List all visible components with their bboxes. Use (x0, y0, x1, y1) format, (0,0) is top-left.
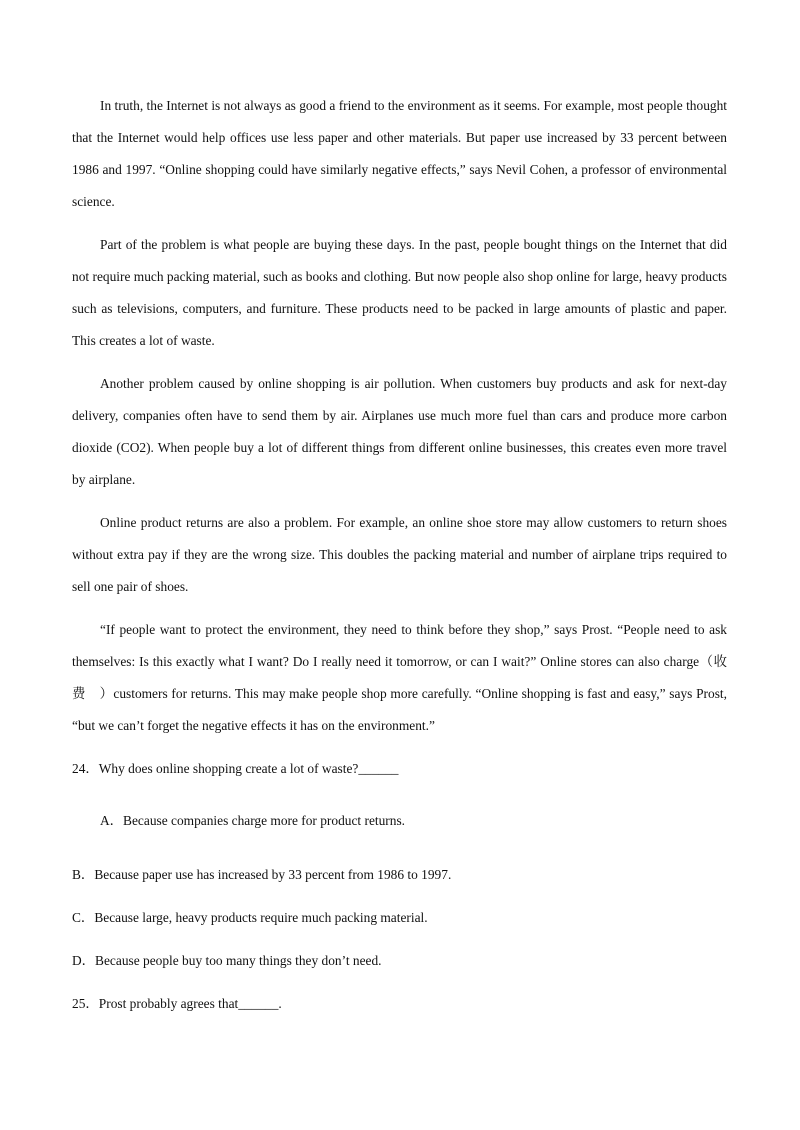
question-24-option-b: B．Because paper use has increased by 33 percent from 1986 to 1997. (72, 867, 452, 882)
passage-paragraph-1: In truth, the Internet is not always as good a friend to the environment as it seems. For example, most people thought that the Internet would help offices use less paper and other materials. But paper use increased by 33 percent between 1986 and 1997. “Online shopping could have similarly negative effects,” says Nevil Cohen, a professor of environmental science. (72, 98, 727, 209)
question-24-option-a: A．Because companies charge more for product returns. (100, 813, 406, 828)
question-25-stem: 25．Prost probably agrees that______. (72, 996, 282, 1011)
passage-paragraph-5: “If people want to protect the environment, they need to think before they shop,” says Prost. “People need to ask themselves: Is this exactly what I want? Do I really need it tomorrow, or can I wait?” Online stores can also charge（收费 ）customers for returns. This may make people shop more carefully. “Online shopping is fast and easy,” says Prost, “but we can’t forget the negative effects it has on the environment.” (72, 622, 727, 733)
passage-paragraph-2: Part of the problem is what people are buying these days. In the past, people bought things on the Internet that did not require much packing material, such as books and clothing. But now people also shop online for large, heavy products such as televisions, computers, and furniture. These products need to be packed in large amounts of plastic and paper. This creates a lot of waste. (72, 237, 727, 348)
passage-paragraph-4: Online product returns are also a problem. For example, an online shoe store may allow customers to return shoes without extra pay if they are the wrong size. This doubles the packing material and number of airplane trips required to sell one pair of shoes. (72, 515, 727, 594)
passage-paragraph-3: Another problem caused by online shopping is air pollution. When customers buy products and ask for next-day delivery, companies often have to send them by air. Airplanes use much more fuel than cars and produce more carbon dioxide (CO2). When people buy a lot of different things from different online businesses, this creates even more travel by airplane. (72, 376, 727, 487)
question-24-option-d: D．Because people buy too many things they don’t need. (72, 953, 382, 968)
document-page (72, 90, 727, 1020)
question-24-option-c: C．Because large, heavy products require much packing material. (72, 910, 428, 925)
question-24-stem: 24．Why does online shopping create a lot of waste?______ (72, 761, 399, 776)
